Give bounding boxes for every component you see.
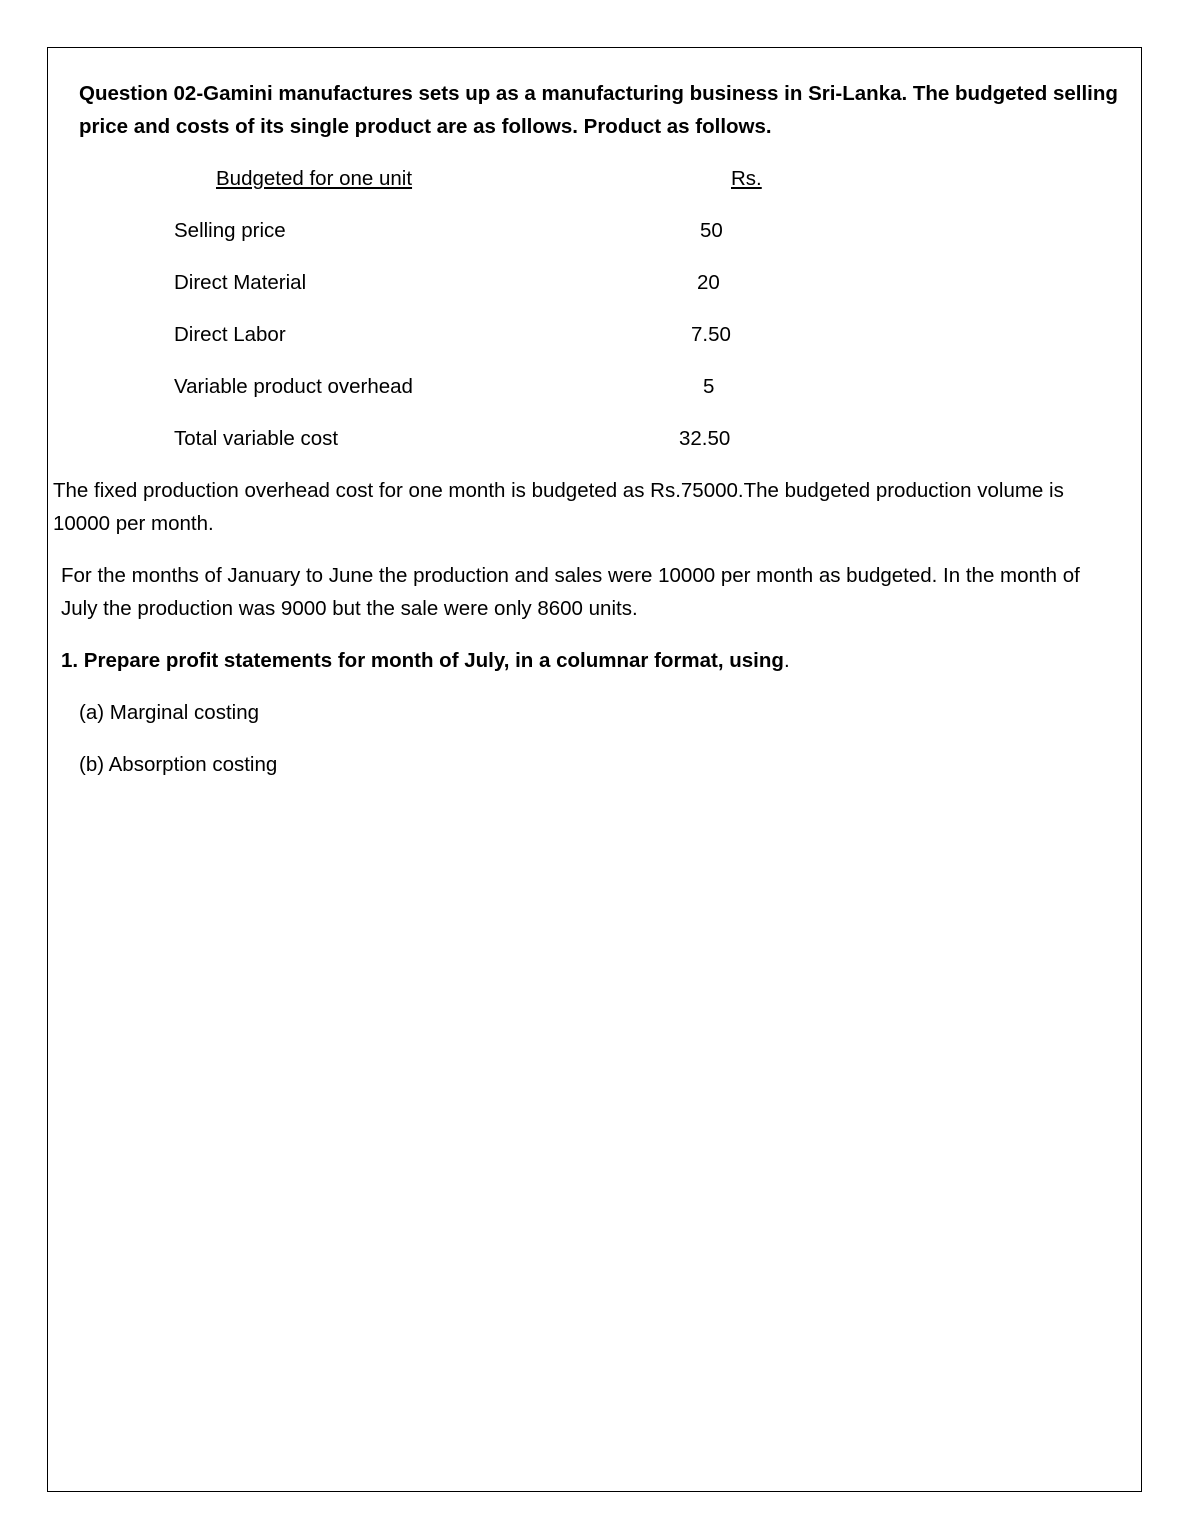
budget-table-header-label: Budgeted for one unit [216,167,413,190]
row-label-direct-labor: Direct Labor [174,323,286,346]
row-label-selling-price: Selling price [174,219,286,242]
budget-table-header-currency: Rs. [731,167,762,190]
task-instruction [61,644,790,677]
option-a-marginal-costing: (a) Marginal costing [79,701,260,724]
option-b-absorption-costing: (b) Absorption costing [79,753,278,776]
task-instruction-bold: 1. Prepare profit statements for month of July, in a columnar format, using [61,649,784,672]
row-value-direct-labor: 7.50 [691,323,731,346]
question-heading-line-2: price and costs of its single product are as follows. Product as follows. [79,115,772,138]
fixed-overhead-line-2: 10000 per month. [53,512,214,535]
row-value-variable-overhead: 5 [703,375,715,398]
row-value-direct-material: 20 [697,271,720,294]
production-line-2: July the production was 9000 but the sale were only 8600 units. [61,597,638,620]
row-label-variable-overhead: Variable product overhead [174,375,413,398]
question-heading-line-1: Question 02-Gamini manufactures sets up as a manufacturing business in Sri-Lanka. The budgeted selling [79,82,1118,105]
row-label-total-variable-cost: Total variable cost [174,427,339,450]
production-line-1: For the months of January to June the production and sales were 10000 per month as budgeted. In the month of [61,564,1080,587]
row-label-direct-material: Direct Material [174,271,307,294]
task-instruction-tail: . [783,649,790,672]
row-value-selling-price: 50 [700,219,723,242]
fixed-overhead-line-1: The fixed production overhead cost for one month is budgeted as Rs.75000.The budgeted production volume is [53,479,1064,502]
row-value-total-variable-cost: 32.50 [679,427,731,450]
